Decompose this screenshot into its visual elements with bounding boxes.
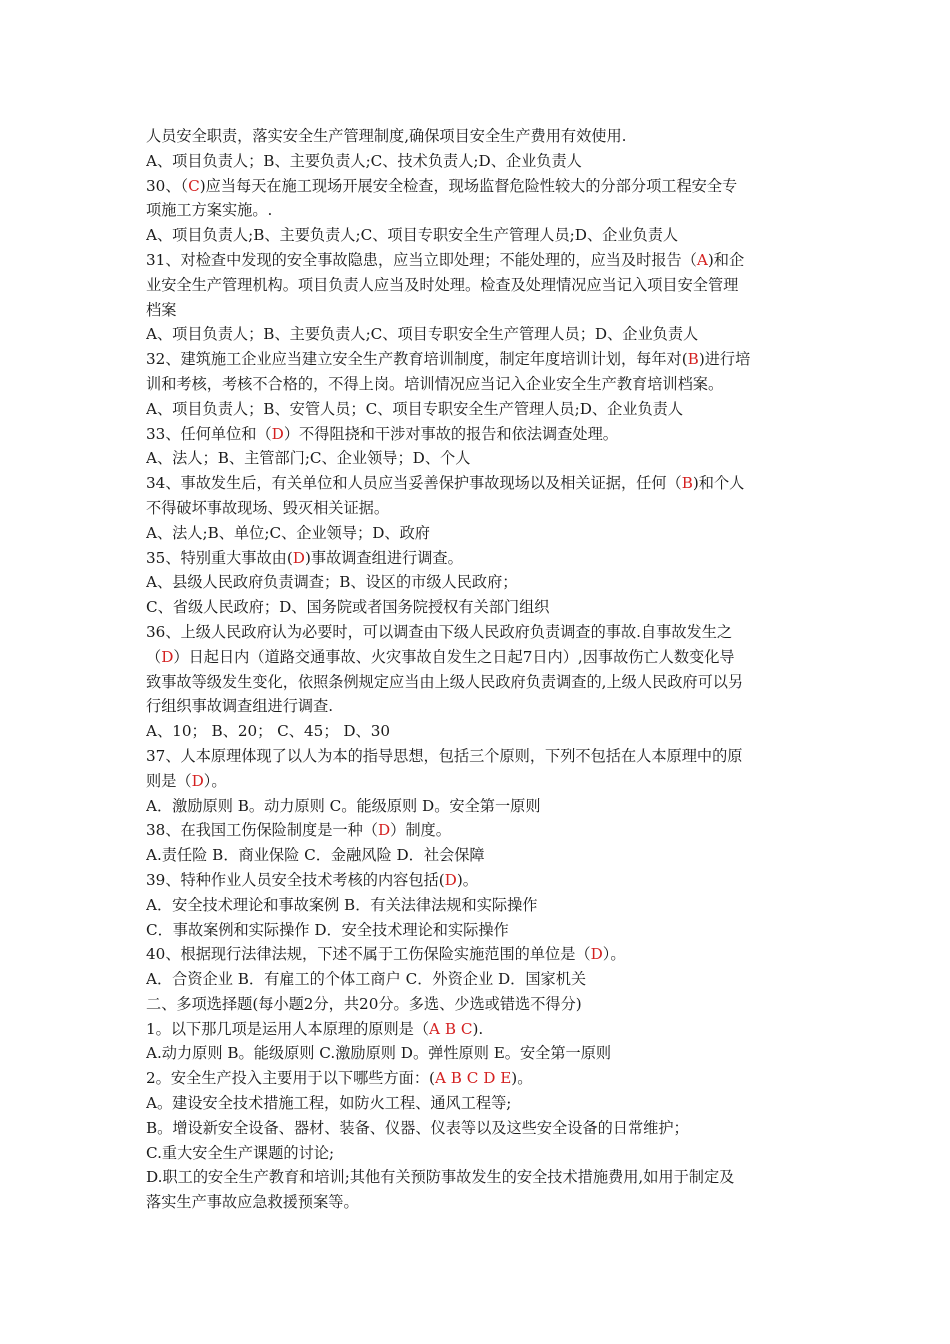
- answer-text: D: [271, 424, 284, 443]
- text-line: [146, 942, 808, 967]
- line-text: A．合资企业 B．有雇工的个体工商户 C．外资企业 D．国家机关: [146, 970, 587, 989]
- line-text: 40、根据现行法律法规，下述不属于工伤保险实施范围的单位是（: [146, 945, 591, 964]
- answer-text: D: [161, 647, 174, 666]
- line-text: A、项目负责人；B、主要负责人;C、技术负责人;D、企业负责人: [146, 151, 582, 170]
- answer-text: B: [681, 474, 693, 493]
- text-line: [146, 546, 808, 571]
- answer-text: A B C: [429, 1019, 473, 1038]
- line-text: D.职工的安全生产教育和培训;其他有关预防事故发生的安全技术措施费用,如用于制定及: [146, 1168, 735, 1187]
- text-line: [146, 397, 808, 422]
- line-text: A、10； B、20； C、45； D、30: [146, 722, 391, 741]
- text-line: [146, 347, 808, 372]
- text-line: [146, 446, 808, 471]
- text-line: [146, 372, 808, 397]
- line-text: ）。: [602, 945, 626, 964]
- text-line: [146, 1091, 808, 1116]
- line-text: C．事故案例和实际操作 D．安全技术理论和实际操作: [146, 920, 509, 939]
- line-text: )事故调查组进行调查。: [304, 548, 463, 567]
- line-text: ).: [472, 1019, 484, 1038]
- line-text: A、项目负责人;B、主要负责人;C、项目专职安全生产管理人员;D、企业负责人: [146, 226, 679, 245]
- line-text: 32、建筑施工企业应当建立安全生产教育培训制度，制定年度培训计划，每年对(: [146, 350, 688, 369]
- line-text: 行组织事故调查组进行调查.: [146, 697, 334, 716]
- line-text: )和个人: [692, 474, 745, 493]
- text-line: [146, 422, 808, 447]
- line-text: )应当每天在施工现场开展安全检查，现场监督危险性较大的分部分项工程安全专: [199, 176, 738, 195]
- text-line: [146, 124, 808, 149]
- line-text: A、项目负责人；B、安管人员；C、项目专职安全生产管理人员;D、企业负责人: [146, 399, 684, 418]
- line-text: A、法人；B、主管部门;C、企业领导；D、个人: [146, 449, 471, 468]
- line-text: 39、特种作业人员安全技术考核的内容包括(: [146, 870, 445, 889]
- text-line: [146, 1165, 808, 1190]
- line-text: ）不得阻挠和干涉对事故的报告和依法调查处理。: [283, 424, 618, 443]
- text-line: [146, 769, 808, 794]
- text-line: [146, 868, 808, 893]
- answer-text: D: [590, 945, 603, 964]
- line-text: 34、事故发生后，有关单位和人员应当妥善保护事故现场以及相关证据，任何（: [146, 474, 682, 493]
- line-text: 30、（: [146, 176, 189, 195]
- text-line: [146, 174, 808, 199]
- answer-text: D: [377, 821, 391, 840]
- text-line: [146, 248, 808, 273]
- line-text: 人员安全职责，落实安全生产管理制度,确保项目安全生产费用有效使用.: [146, 127, 627, 145]
- text-line: [146, 595, 808, 620]
- line-text: ）日起日内（道路交通事故、火灾事故自发生之日起7日内）,因事故伤亡人数变化导: [173, 647, 735, 666]
- text-line: [146, 1017, 808, 1042]
- answer-text: C: [188, 176, 200, 195]
- text-line: [146, 967, 808, 992]
- answer-text: A: [696, 250, 708, 269]
- line-text: C.重大安全生产课题的讨论;: [146, 1143, 335, 1162]
- text-line: [146, 893, 808, 918]
- line-text: A、县级人民政府负责调查；B、设区的市级人民政府；: [146, 573, 518, 592]
- text-line: [146, 496, 808, 521]
- text-line: [146, 744, 808, 769]
- text-line: [146, 1116, 808, 1141]
- line-text: A．激励原则 B。动力原则 C。能级原则 D。安全第一原则: [146, 796, 541, 815]
- line-text: 业安全生产管理机构。项目负责人应当及时处理。检查及处理情况应当记入项目安全管理: [146, 275, 739, 294]
- line-text: 38、在我国工伤保险制度是一种（: [146, 821, 378, 840]
- text-line: [146, 198, 808, 223]
- line-text: A.动力原则 B。能级原则 C.激励原则 D。弹性原则 E。安全第一原则: [146, 1044, 612, 1063]
- text-line: [146, 620, 808, 645]
- line-text: )进行培: [698, 350, 751, 369]
- line-text: A。建设安全技术措施工程，如防火工程、通风工程等;: [146, 1094, 512, 1113]
- line-text: 二、多项选择题(每小题2分，共20分。多选、少选或错选不得分): [146, 994, 582, 1013]
- answer-text: B: [687, 350, 699, 369]
- line-text: )。: [456, 870, 478, 889]
- line-text: C、省级人民政府；D、国务院或者国务院授权有关部门组织: [146, 598, 550, 617]
- line-text: A、法人;B、单位;C、企业领导；D、政府: [146, 523, 430, 542]
- line-text: 落实生产事故应急救援预案等。: [146, 1193, 359, 1212]
- text-line: [146, 1041, 808, 1066]
- line-text: 37、人本原理体现了以人为本的指导思想，包括三个原则，下列不包括在人本原理中的原: [146, 746, 743, 765]
- line-text: ）。: [203, 771, 227, 790]
- line-text: 1。以下那几项是运用人本原理的原则是（: [146, 1019, 430, 1038]
- text-line: [146, 645, 808, 670]
- line-text: 档案: [146, 300, 177, 319]
- text-line: [146, 1190, 808, 1215]
- text-line: [146, 223, 808, 248]
- text-line: [146, 992, 808, 1017]
- text-line: [146, 818, 808, 843]
- line-text: 2。安全生产投入主要用于以下哪些方面：(: [146, 1069, 435, 1088]
- text-line: [146, 1066, 808, 1091]
- text-line: [146, 794, 808, 819]
- line-text: （: [146, 647, 162, 666]
- answer-text: A B C D E: [434, 1069, 512, 1088]
- line-text: 不得破坏事故现场、毁灭相关证据。: [146, 498, 389, 517]
- line-text: 36、上级人民政府认为必要时，可以调查由下级人民政府负责调查的事故.自事故发生之: [146, 622, 733, 641]
- text-line: [146, 1141, 808, 1166]
- text-line: [146, 570, 808, 595]
- line-text: 训和考核，考核不合格的，不得上岗。培训情况应当记入企业安全生产教育培训档案。: [146, 374, 724, 393]
- text-line: [146, 298, 808, 323]
- text-line: [146, 521, 808, 546]
- line-text: 31、对检查中发现的安全事故隐患，应当立即处理；不能处理的，应当及时报告（: [146, 250, 697, 269]
- line-text: 则是（: [146, 771, 192, 790]
- line-text: A.责任险 B．商业保险 C．金融风险 D．社会保障: [146, 846, 485, 865]
- text-line: [146, 670, 808, 695]
- answer-text: D: [444, 870, 457, 889]
- answer-text: D: [292, 548, 305, 567]
- document-page: [146, 124, 808, 1215]
- text-line: [146, 918, 808, 943]
- line-text: 33、任何单位和（: [146, 424, 272, 443]
- text-line: [146, 694, 808, 719]
- answer-text: D: [191, 771, 204, 790]
- line-text: B。增设新安全设备、器材、装备、仪器、仪表等以及这些安全设备的日常维护；: [146, 1118, 689, 1137]
- line-text: 35、特别重大事故由(: [146, 548, 293, 567]
- text-line: [146, 149, 808, 174]
- line-text: A．安全技术理论和事故案例 B．有关法律法规和实际操作: [146, 895, 538, 914]
- line-text: 项施工方案实施。.: [146, 201, 273, 220]
- line-text: )。: [511, 1069, 533, 1088]
- line-text: ）制度。: [390, 821, 451, 840]
- line-text: 致事故等级发生变化，依照条例规定应当由上级人民政府负责调查的,上级人民政府可以另: [146, 672, 744, 691]
- text-line: [146, 322, 808, 347]
- line-text: A、项目负责人；B、主要负责人;C、项目专职安全生产管理人员；D、企业负责人: [146, 325, 699, 344]
- text-line: [146, 273, 808, 298]
- text-line: [146, 471, 808, 496]
- text-line: [146, 843, 808, 868]
- line-text: )和企: [707, 250, 745, 269]
- text-line: [146, 719, 808, 744]
